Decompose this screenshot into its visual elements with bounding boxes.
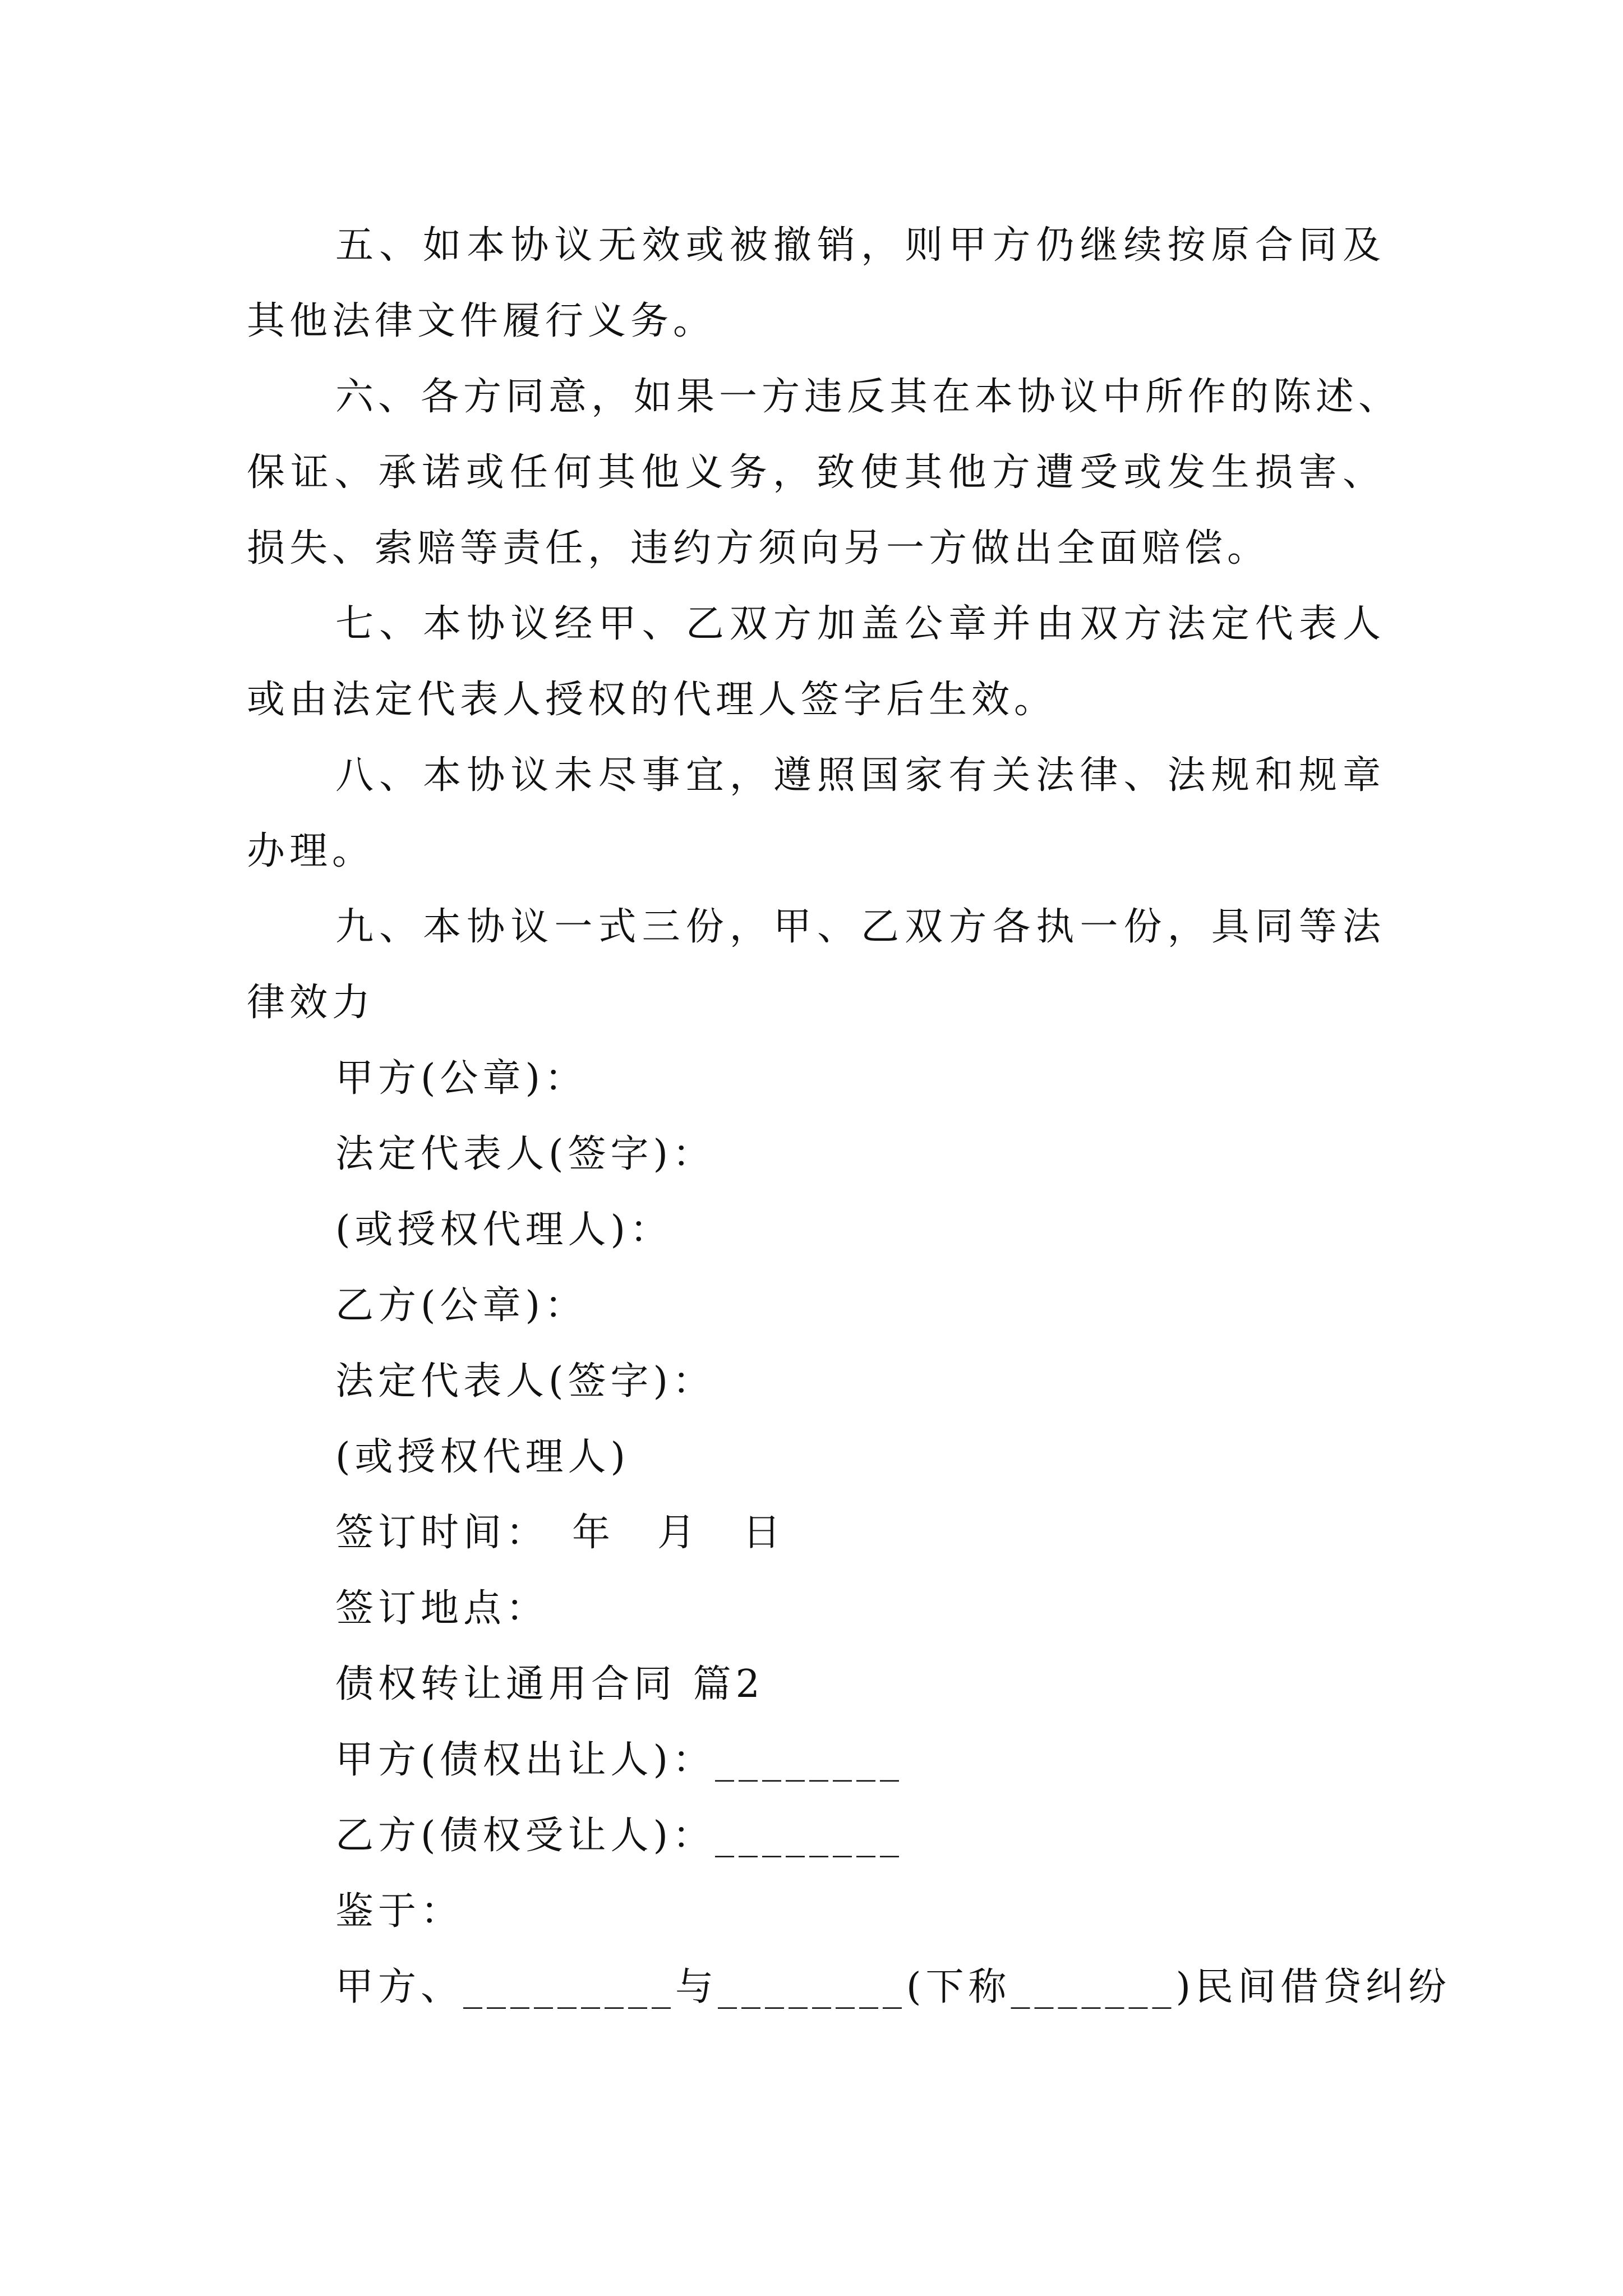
party-a-legal-rep: 法定代表人(签字)： xyxy=(335,1132,716,1176)
party-b-legal-rep: 法定代表人(签字)： xyxy=(335,1359,716,1404)
party-b-authorized-agent: (或授权代理人) xyxy=(335,1435,630,1479)
whereas-line-1: 甲方、_________与________(下称_______)民间借贷纠纷 xyxy=(335,1965,1451,2009)
whereas-heading: 鉴于： xyxy=(335,1889,464,1934)
clause-6-line-2: 保证、承诺或任何其他义务，致使其他方遭受或发生损害、 xyxy=(247,450,1385,495)
clause-9-line-1: 九、本协议一式三份，甲、乙双方各执一份，具同等法 xyxy=(335,905,1385,949)
contract-2-title: 债权转让通用合同 篇2 xyxy=(335,1662,764,1706)
signing-place: 签订地点： xyxy=(335,1586,549,1631)
signing-date: 签订时间： 年 月 日 xyxy=(335,1511,786,1555)
party-a-authorized-agent: (或授权代理人)： xyxy=(335,1208,673,1252)
party-a-seal: 甲方(公章)： xyxy=(335,1056,588,1101)
clause-7-line-1: 七、本协议经甲、乙双方加盖公章并由双方法定代表人 xyxy=(335,602,1385,646)
party-b-seal: 乙方(公章)： xyxy=(335,1283,588,1328)
clause-9-line-2: 律效力 xyxy=(247,981,375,1025)
document-body xyxy=(247,208,1451,2025)
clause-5-line-2: 其他法律文件履行义务。 xyxy=(247,299,716,343)
clause-8-line-1: 八、本协议未尽事宜，遵照国家有关法律、法规和规章 xyxy=(335,753,1385,798)
clause-7-line-2: 或由法定代表人授权的代理人签字后生效。 xyxy=(247,678,1057,722)
clause-5-line-1: 五、如本协议无效或被撤销，则甲方仍继续按原合同及 xyxy=(335,223,1385,268)
contract-2-party-a: 甲方(债权出让人)：________ xyxy=(335,1738,904,1782)
clause-6-line-1: 六、各方同意，如果一方违反其在本协议中所作的陈述、 xyxy=(335,375,1401,419)
clause-8-line-2: 办理。 xyxy=(247,829,375,873)
contract-2-party-b: 乙方(债权受让人)：________ xyxy=(335,1814,904,1858)
clause-6-line-3: 损失、索赔等责任，违约方须向另一方做出全面赔偿。 xyxy=(247,526,1270,570)
